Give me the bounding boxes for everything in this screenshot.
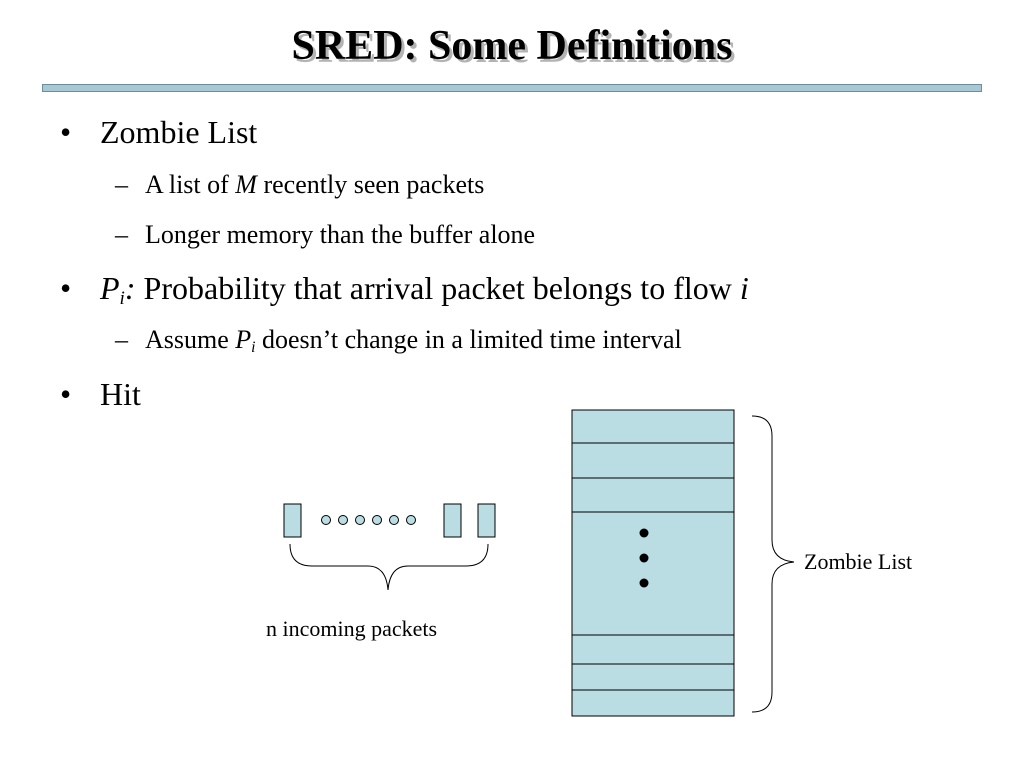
incoming-packets-label: n incoming packets xyxy=(266,616,438,641)
sub-text-after: recently seen packets xyxy=(256,170,485,199)
packet-box xyxy=(478,504,495,537)
variable-m: M xyxy=(235,170,257,199)
zombie-list-label: Zombie List xyxy=(804,549,913,574)
incoming-packets-group xyxy=(284,504,495,590)
sub-text-before: Assume xyxy=(145,325,236,354)
bullet-text: Probability that arrival packet belongs to flow xyxy=(135,270,740,306)
sub-text-after: doesn’t change in a limited time interval xyxy=(255,325,682,354)
packet-dot xyxy=(407,516,416,525)
colon: : xyxy=(124,270,136,306)
bullet-text: Hit xyxy=(100,376,141,412)
packet-dot xyxy=(390,516,399,525)
slide-title: SRED: Some Definitions xyxy=(291,23,733,69)
dash-mark: – xyxy=(115,325,128,354)
packet-box xyxy=(444,504,461,537)
variable-p-subscript: i xyxy=(119,287,125,309)
bullet-mark: • xyxy=(60,114,72,150)
bullet-text: Zombie List xyxy=(100,114,258,150)
dash-mark: – xyxy=(115,170,128,199)
bullet-mark: • xyxy=(60,270,72,306)
variable-p: P xyxy=(100,270,120,306)
packet-box xyxy=(284,504,301,537)
sub-text-before: A list of xyxy=(145,170,236,199)
bullet-mark: • xyxy=(60,376,72,412)
zombie-list-box xyxy=(572,410,734,716)
sub-text: Longer memory than the buffer alone xyxy=(145,220,536,249)
incoming-brace xyxy=(290,544,488,590)
variable-i: i xyxy=(739,270,749,306)
dash-mark: – xyxy=(115,220,128,249)
packet-dot xyxy=(356,516,365,525)
packet-dot xyxy=(339,516,348,525)
ellipsis-dot xyxy=(640,554,649,563)
variable-p-subscript: i xyxy=(251,338,256,356)
ellipsis-dot xyxy=(640,529,649,538)
packet-dot xyxy=(373,516,382,525)
zombie-list-brace xyxy=(752,416,794,712)
packet-dot xyxy=(322,516,331,525)
variable-p: P xyxy=(235,325,252,354)
ellipsis-dot xyxy=(640,579,649,588)
zombie-list-table xyxy=(572,410,794,716)
